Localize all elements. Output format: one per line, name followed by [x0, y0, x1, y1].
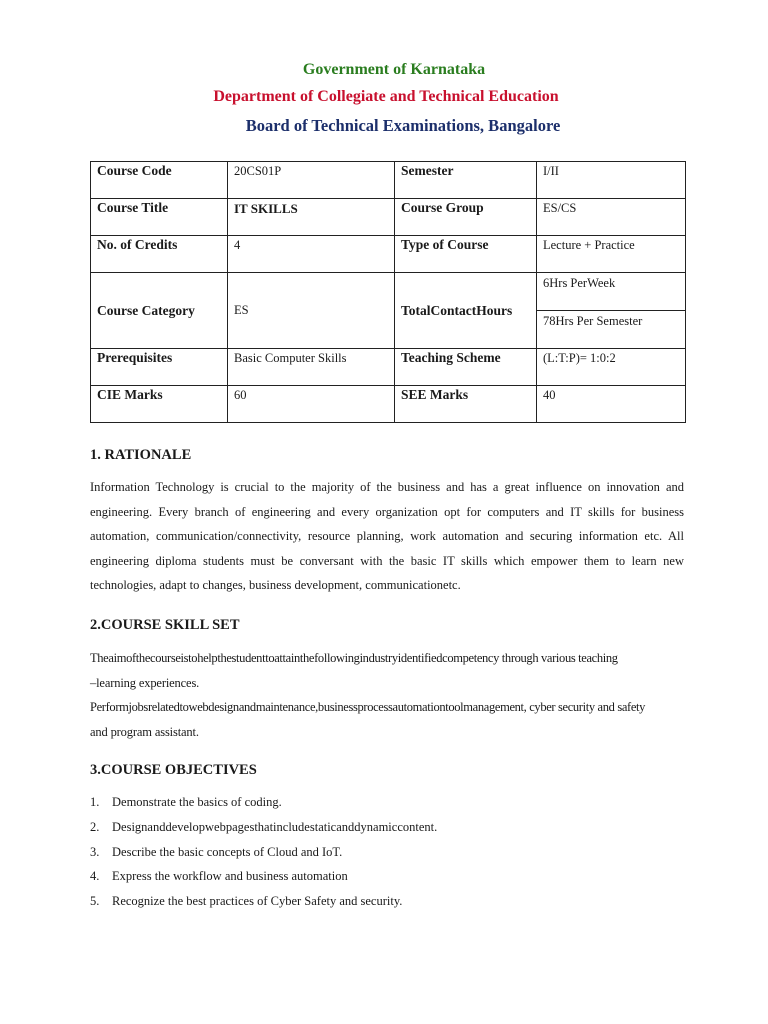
header-department: Department of Collegiate and Technical Education [213, 88, 559, 105]
type-of-course-value: Lecture + Practice [537, 236, 686, 273]
course-category-value: ES [228, 273, 395, 349]
item-number: 2. [90, 819, 100, 834]
item-text: Describe the basic concepts of Cloud and IoT. [112, 844, 343, 859]
skill-set-paragraph [90, 646, 684, 744]
course-title-value: IT SKILLS [228, 199, 395, 236]
contact-hours-semester: 78Hrs Per Semester [537, 311, 686, 349]
credits-label: No. of Credits [91, 236, 228, 273]
course-group-value: ES/CS [537, 199, 686, 236]
contact-hours-label: TotalContactHours [395, 273, 537, 349]
cie-marks-label: CIE Marks [91, 386, 228, 423]
objectives-heading: 3.COURSE OBJECTIVES [90, 762, 257, 778]
contact-hours-week: 6Hrs PerWeek [537, 273, 686, 311]
semester-value: I/II [537, 162, 686, 199]
skill-set-line: and program assistant. [90, 724, 199, 739]
prerequisites-value: Basic Computer Skills [228, 349, 395, 386]
table-row [91, 349, 686, 386]
semester-label: Semester [395, 162, 537, 199]
course-code-label: Course Code [91, 162, 228, 199]
see-marks-label: SEE Marks [395, 386, 537, 423]
type-of-course-label: Type of Course [395, 236, 537, 273]
item-number: 5. [90, 894, 100, 909]
skill-set-line: Theaimofthecourseistohelpthestudenttoattainthefollowingindustryidentifiedcompetency through various teaching [90, 651, 618, 665]
list-item [90, 815, 437, 840]
item-number: 1. [90, 795, 100, 809]
item-text: Designanddevelopwebpagesthatincludestaticanddynamiccontent. [112, 819, 438, 834]
item-number: 3. [90, 844, 100, 859]
item-text: Express the workflow and business automation [112, 869, 348, 884]
course-group-label: Course Group [395, 199, 537, 236]
rationale-heading: 1. RATIONALE [90, 447, 192, 463]
table-row [91, 273, 686, 311]
course-title-label: Course Title [91, 199, 228, 236]
table-row [91, 236, 686, 273]
rationale-paragraph [90, 475, 684, 598]
prerequisites-label: Prerequisites [91, 349, 228, 386]
list-item [90, 864, 437, 889]
item-text: Recognize the best practices of Cyber Safety and security. [112, 894, 403, 909]
table-row [91, 162, 686, 199]
header-board: Board of Technical Examinations, Bangalore [245, 116, 561, 135]
course-category-label: Course Category [91, 273, 228, 349]
header-government: Government of Karnataka [302, 61, 486, 78]
course-info-table [90, 161, 686, 423]
see-marks-value: 40 [537, 386, 686, 423]
cie-marks-value: 60 [228, 386, 395, 423]
item-number: 4. [90, 869, 100, 884]
rationale-text: Information Technology is crucial to the majority of the business and has a great influence on innovation and engineering. Every branch of engineering and every organization opt for computers and IT skills for business automation, communication/connectivity, resource planning, work automation and securing information etc. All engineering diploma students must be conversant with the basic IT skills which empower them to learn new technologies, adapt to changes, business development, communicationetc. [90, 480, 684, 592]
table-row [91, 199, 686, 236]
list-item [90, 790, 437, 815]
skill-set-line: –learning experiences. [90, 675, 200, 690]
skill-set-line: Performjobsrelatedtowebdesignandmaintenance,businessprocessautomationtoolmanagement, cyber security and safety [90, 700, 646, 714]
teaching-scheme-value: (L:T:P)= 1:0:2 [537, 349, 686, 386]
skill-set-heading: 2.COURSE SKILL SET [90, 617, 240, 633]
list-item [90, 889, 437, 914]
table-row [91, 386, 686, 423]
course-code-value: 20CS01P [228, 162, 395, 199]
list-item [90, 840, 437, 865]
item-text: Demonstrate the basics of coding. [112, 795, 282, 809]
teaching-scheme-label: Teaching Scheme [395, 349, 537, 386]
credits-value: 4 [228, 236, 395, 273]
objectives-list [90, 790, 437, 914]
